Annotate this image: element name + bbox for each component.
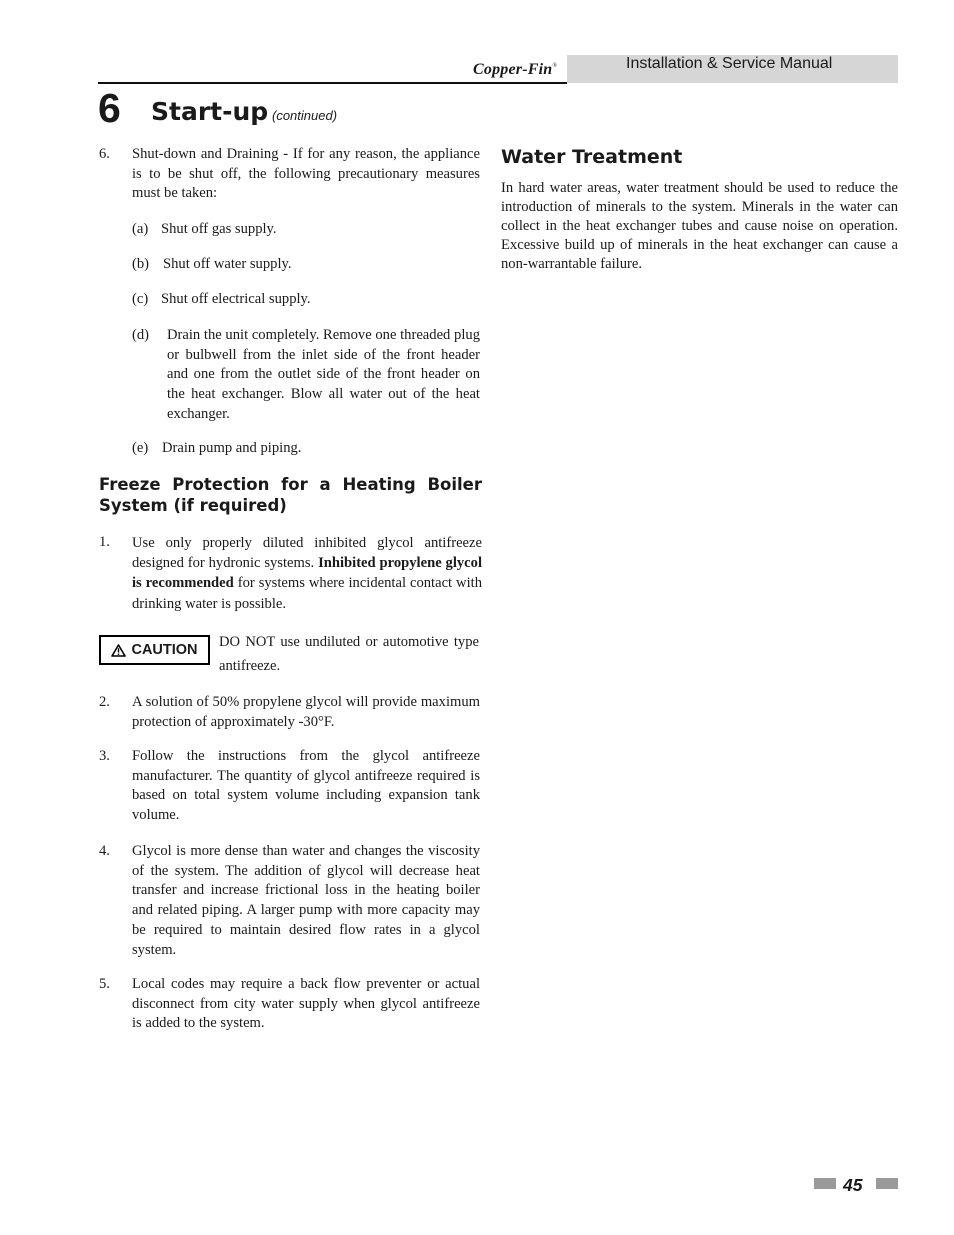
sub-item-text: Drain pump and piping. [162,440,302,456]
sub-item-text: Shut off water supply. [163,256,292,272]
item-text: Use only properly diluted inhibited glycol antifreeze designed for hydronic systems. [132,535,482,572]
water-treatment-heading: Water Treatment [501,146,683,168]
registered-mark: ® [552,63,558,69]
page-marker-left [814,1178,836,1189]
warning-triangle-icon [111,644,126,657]
manual-title: Installation & Service Manual [626,55,833,72]
list-number: 6. [99,146,110,162]
sub-item-label: (c) [132,291,149,307]
chapter-number: 6 [98,85,121,131]
sub-item-label: (a) [132,221,149,237]
sub-item-text: Shut off gas supply. [161,221,277,237]
page-marker-right [876,1178,898,1189]
chapter-title: Start-up [151,97,269,126]
sub-item-text: Shut off electrical supply. [161,291,311,307]
list-number: 4. [99,843,110,859]
sub-item-label: (e) [132,440,149,456]
shutdown-text: Shut-down and Draining - If for any reason, the appliance is to be shut off, the following precautionary measures must be taken: [132,146,480,202]
list-number: 1. [99,534,110,550]
item-text: for systems where incidental contact with drinking water is possible. [132,575,483,612]
chapter-continued: (continued) [272,108,338,123]
sub-item-label: (b) [132,256,150,272]
header-rule [98,82,567,84]
sub-item-label: (d) [132,327,150,343]
caution-text: DO NOT use undiluted or automotive type antifreeze. [219,634,479,674]
freeze-item-text: Local codes may require a back flow preventer or actual disconnect from city water supply when glycol antifreeze is added to the system. [132,976,480,1032]
caution-label: CAUTION [131,642,198,658]
brand-name: Copper-Fin [473,61,553,78]
freeze-item-text: Glycol is more dense than water and changes the viscosity of the system. The addition of glycol will decrease heat transfer and increase frictional loss in the heating boiler and related piping. A larger pump with more capacity may be required to maintain desired flow rates in a glycol system. [132,843,480,958]
list-number: 5. [99,976,110,992]
caution-badge [99,635,210,665]
freeze-heading: Freeze Protection for a Heating Boiler System (if required) [99,475,482,515]
freeze-item-text: A solution of 50% propylene glycol will provide maximum protection of approximately -30°F. [132,694,480,730]
freeze-item-text: Follow the instructions from the glycol antifreeze manufacturer. The quantity of glycol antifreeze required is based on total system volume including expansion tank volume. [132,748,480,824]
water-treatment-text: In hard water areas, water treatment should be used to reduce the introduction of minerals to the system. Minerals in the water can collect in the heat exchanger tubes and cause noise on operation. Excessive build up of minerals in the heat exchanger can cause a non-warrantable failure. [501,180,898,272]
brand-logo [473,61,557,79]
page-number: 45 [843,1175,863,1195]
freeze-item-1 [132,533,482,614]
list-number: 3. [99,748,110,764]
item-emphasis: Inhibited propylene glycol is recommended [132,555,483,592]
sub-item-text: Drain the unit completely. Remove one threaded plug or bulbwell from the inlet side of the front header and one from the outlet side of the front header on the heat exchanger. Blow all water out of the heat exchanger. [167,327,480,422]
list-number: 2. [99,694,110,710]
